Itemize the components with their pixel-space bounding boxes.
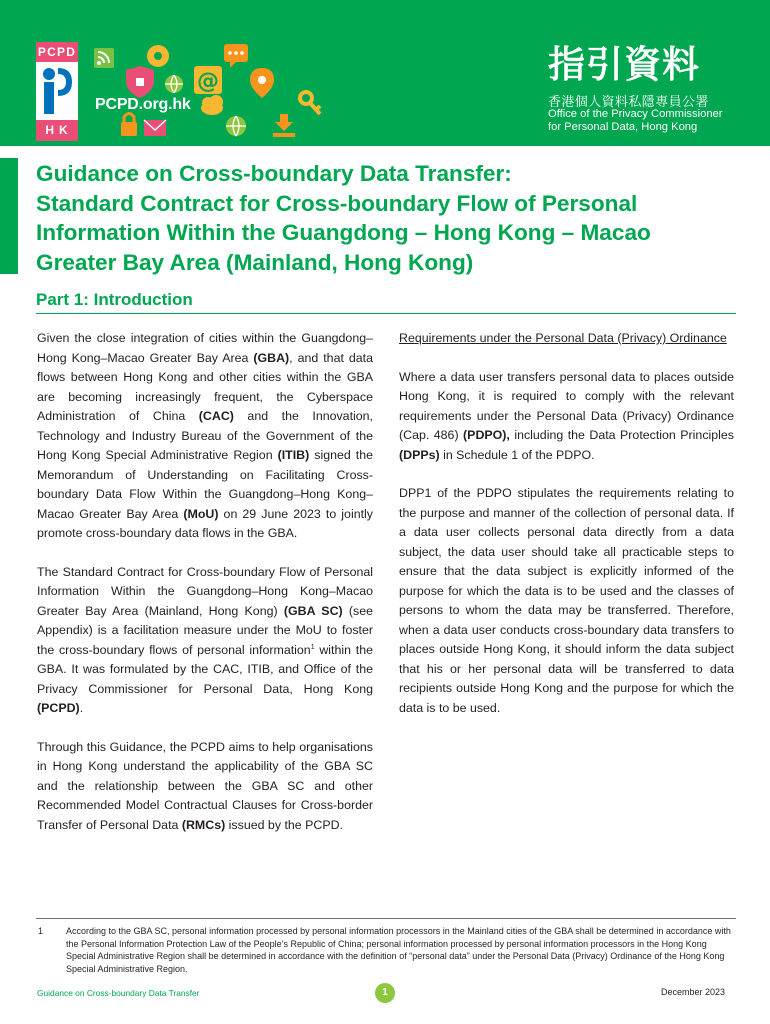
key-icon	[300, 92, 320, 114]
document-title	[36, 159, 756, 277]
paragraph	[37, 738, 373, 836]
logo-top-text: PCPD	[36, 42, 78, 62]
title-line: Guidance on Cross-boundary Data Transfer:	[36, 161, 512, 186]
pcpd-logo	[36, 42, 78, 141]
text-run: , and that data flows between Hong Kong and other cities within the GBA are becoming increasingly frequent, the Cyberspace Administration of China	[37, 350, 373, 423]
bold-term: (ITIB)	[277, 448, 310, 462]
text-run: issued by the PCPD.	[225, 817, 343, 832]
location-pin-icon	[250, 68, 274, 98]
text-run: .	[79, 701, 84, 715]
text-run: Given the close integration of cities within the Guangdong–Hong Kong–Macao Greater Bay Area	[37, 331, 373, 365]
text-run: The Standard Contract for Cross-boundary Flow of Personal Information Within the Guangdong–Hong Kong–Macao Greater Bay Area (Mainland, Hong Kong)	[37, 564, 373, 618]
bold-term: (CAC)	[198, 409, 234, 423]
text-run: (see Appendix) is a facilitation measure under the MoU to foster the cross-boundary flows of personal information	[37, 603, 374, 657]
header-icon-cluster	[84, 40, 324, 146]
bold-term: (PDPO),	[463, 428, 510, 442]
left-column	[37, 329, 373, 854]
text-run: DPP1 of the PDPO stipulates the requirements relating to the purpose and manner of the collection of personal data. If a data user collects personal data directly from a data subject, the data user should take all practicable steps to ensure that the data subject is explicitly informed of the purpose for which the data is to be used and the classes of persons to whom the data may be transferred. Therefore, when a data user conducts cross-boundary data transfers to places outside Hong Kong, it should inform the data subject that his or her personal data will be transferred to data recipients outside Hong Kong and the purpose for which the data is to be used.	[399, 486, 734, 715]
right-column	[399, 329, 734, 737]
subheading: Requirements under the Personal Data (Privacy) Ordinance	[399, 331, 727, 345]
footnote-number: 1	[38, 926, 44, 936]
title-accent-bar	[0, 158, 18, 274]
text-run: in Schedule 1 of the PDPO.	[439, 447, 595, 462]
footer-document-name: Guidance on Cross-boundary Data Transfer	[37, 988, 200, 998]
text-run: and the Innovation, Technology and Industry Bureau of the Government of the Hong Kong Special Administrative Region	[37, 409, 373, 462]
text-run: including the Data Protection Principles	[509, 428, 735, 442]
header-banner	[0, 0, 770, 146]
paragraph	[37, 329, 373, 544]
text-run: Through this Guidance, the PCPD aims to help organisations in Hong Kong understand the applicability of the GBA SC and the relationship between the GBA SC and other Recommended Model Contractual Clauses for Cross-border Transfer of Personal Data	[37, 739, 373, 832]
rss-icon	[94, 48, 114, 68]
english-org-name-line2: for Personal Data, Hong Kong	[548, 121, 698, 133]
section-divider	[36, 313, 736, 314]
cloud-icon	[201, 95, 223, 115]
footnote-text: According to the GBA SC, personal information processed by personal information processors in the Mainland cities of the GBA shall be determined in accordance with the Personal Information Protection Law of the People’s Republic of China; personal information processed by personal information processors in the Hong Kong Special Administrative Region shall be determined in accordance with the definition of “personal data” under the Personal Data (Privacy) Ordinance of the Hong Kong Special Administrative Region.	[66, 926, 731, 974]
english-org-name-line1: Office of the Privacy Commissioner	[548, 108, 723, 120]
text-run: signed the Memorandum of Understanding on Facilitating Cross-boundary Data Flow Within the Guangdong–Hong Kong–Macao Greater Bay Area	[37, 448, 373, 521]
chat-icon	[224, 44, 248, 68]
section-heading: Part 1: Introduction	[36, 290, 193, 309]
bold-term: (PCPD)	[37, 701, 80, 715]
paragraph	[399, 368, 734, 466]
bold-term: (GBA SC)	[283, 603, 343, 618]
chinese-title: 指引資料	[548, 43, 700, 86]
at-icon	[194, 66, 222, 94]
gear-icon	[147, 45, 169, 67]
text-run: within the GBA. It was formulated by the CAC, ITIB, and Office of the Privacy Commissioner for Personal Data, Hong Kong	[37, 642, 373, 696]
svg-text:@: @	[197, 69, 219, 94]
envelope-icon	[144, 120, 166, 136]
logo-mark	[36, 62, 78, 120]
footnote-divider	[36, 918, 736, 919]
globe-icon	[226, 116, 246, 136]
chinese-org-name: 香港個人資料私隱專員公署	[548, 95, 709, 110]
page-number: 1	[375, 983, 395, 1003]
website-url: PCPD.org.hk	[95, 96, 191, 113]
title-line: Information Within the Guangdong – Hong Kong – Macao	[36, 220, 651, 245]
paragraph	[37, 563, 373, 719]
footnote-ref: 1	[310, 643, 315, 651]
shield-icon	[126, 66, 154, 98]
padlock-icon	[121, 114, 137, 137]
globe-icon	[165, 75, 183, 93]
footer-date: December 2023	[661, 987, 726, 997]
title-line: Greater Bay Area (Mainland, Hong Kong)	[36, 249, 474, 275]
bold-term: (DPPs)	[399, 447, 440, 462]
bold-term: (MoU)	[183, 506, 219, 521]
logo-bottom-text: HK	[36, 120, 78, 141]
text-run: on 29 June 2023 to jointly promote cross-boundary data flows in the GBA.	[37, 506, 373, 540]
text-run: Where a data user transfers personal data to places outside Hong Kong, it is required to comply with the relevant requirements under the Personal Data (Privacy) Ordinance (Cap. 486)	[399, 369, 734, 442]
download-icon	[273, 114, 295, 137]
bold-term: (GBA)	[253, 350, 290, 365]
bold-term: (RMCs)	[181, 817, 226, 832]
title-line: Standard Contract for Cross-boundary Flow of Personal	[36, 190, 638, 216]
paragraph	[399, 484, 734, 718]
